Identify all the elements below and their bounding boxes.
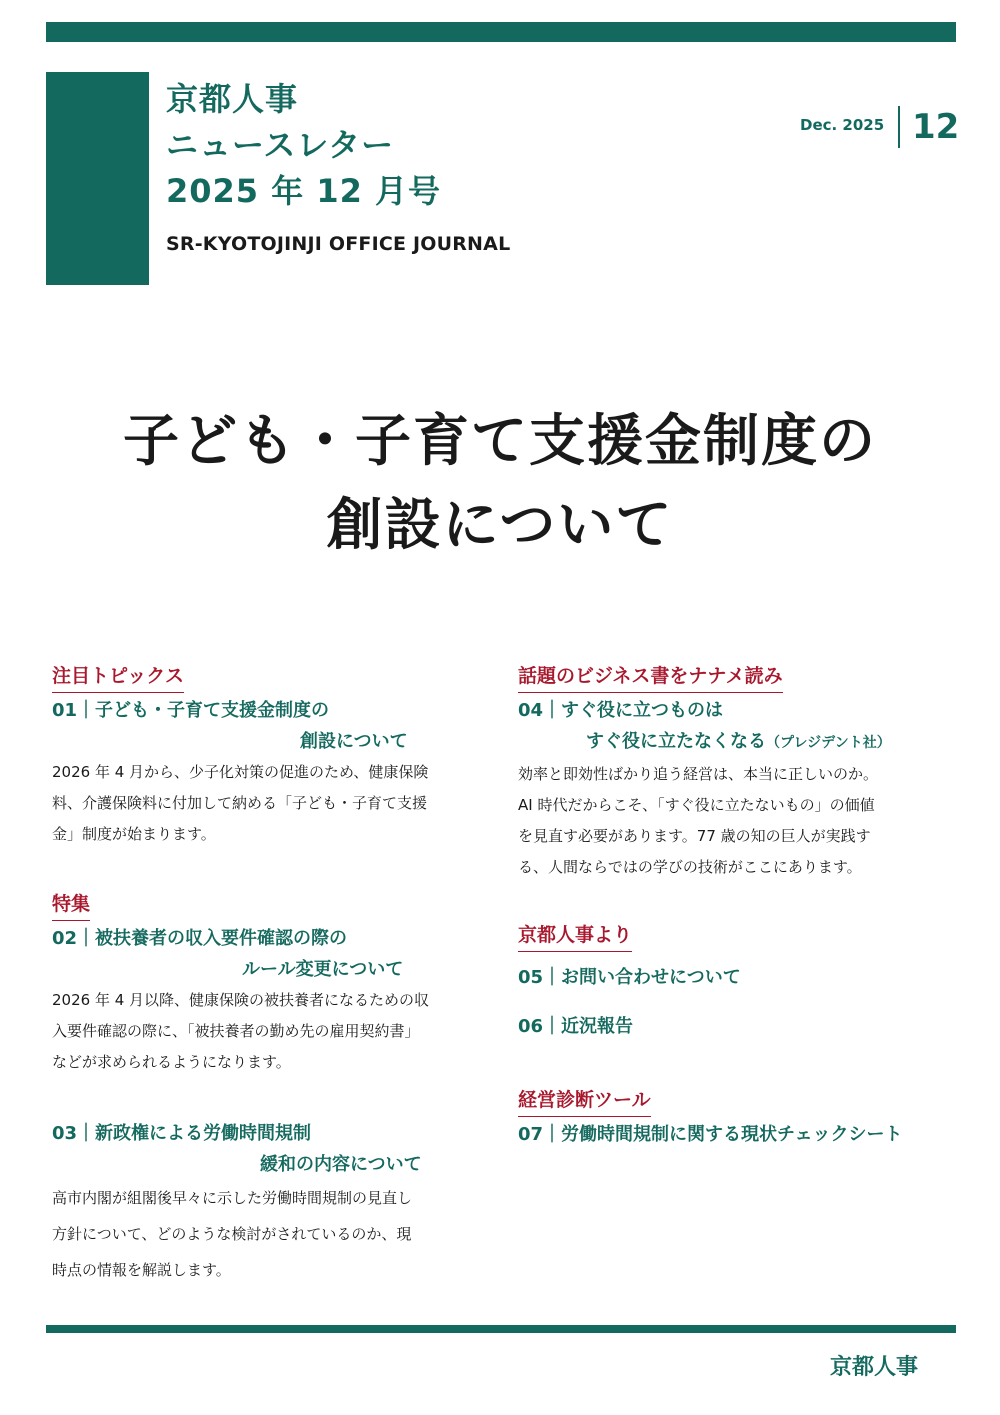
- issue-number: 12: [912, 107, 960, 147]
- left-column: [52, 662, 492, 1288]
- publisher-name: （プレジデント社）: [766, 735, 891, 751]
- masthead-line-3: 2025 年 12 月号: [166, 172, 442, 210]
- topic-06-title[interactable]: 06｜近況報告: [518, 1016, 634, 1037]
- main-title-line-1: 子ども・子育て支援金制度の: [123, 409, 877, 474]
- topic-01-title-cont[interactable]: 創設について: [300, 731, 408, 752]
- main-title-line-2: 創設について: [326, 493, 674, 558]
- journal-name: SR-KYOTOJINJI OFFICE JOURNAL: [166, 233, 511, 255]
- section-business-books: [518, 662, 963, 883]
- section-heading: 話題のビジネス書をナナメ読み: [518, 662, 783, 693]
- section-featured-topics: [52, 662, 492, 850]
- topic-03-description: 高市内閣が組閣後早々に示した労働時間規制の見直し 方針について、どのような検討がされているのか、現 時点の情報を解説します。: [52, 1189, 413, 1279]
- section-special-feature: [52, 890, 492, 1078]
- topic-04-title[interactable]: 04｜すぐ役に立つものは: [518, 700, 724, 721]
- topic-01-description: 2026 年 4 月から、少子化対策の促進のため、健康保険 料、介護保険料に付加して納める「子ども・子育て支援 金」制度が始まります。: [52, 763, 429, 843]
- section-heading: 注目トピックス: [52, 662, 184, 693]
- topic-01-title[interactable]: 01｜子ども・子育て支援金制度の: [52, 700, 330, 721]
- section-topic-03: [52, 1118, 492, 1288]
- topic-02-title[interactable]: 02｜被扶養者の収入要件確認の際の: [52, 928, 348, 949]
- topic-04-description: 効率と即効性ばかり追う経営は、本当に正しいのか。 AI 時代だからこそ、「すぐ役に立たないもの」の価値 を見直す必要があります。77 歳の知の巨人が実践す る、人間ならではの学びの技術がここにあります。: [518, 765, 879, 876]
- topic-04-title-text: すぐ役に立たなくなる: [586, 731, 766, 752]
- topic-04-title-cont[interactable]: [518, 726, 963, 759]
- main-title: [0, 400, 1000, 568]
- masthead-line-1: 京都人事: [166, 80, 299, 118]
- issue-date: Dec. 2025: [800, 116, 885, 134]
- bottom-bar: [46, 1325, 956, 1333]
- section-heading: 特集: [52, 890, 90, 921]
- section-heading: 経営診断ツール: [518, 1086, 651, 1117]
- topic-03-title-cont[interactable]: 緩和の内容について: [260, 1154, 422, 1175]
- topic-05-title[interactable]: 05｜お問い合わせについて: [518, 967, 741, 988]
- footer-brand: 京都人事: [830, 1355, 919, 1380]
- topic-03-title[interactable]: 03｜新政権による労働時間規制: [52, 1123, 312, 1144]
- top-bar: [46, 22, 956, 42]
- right-column: [518, 662, 963, 1150]
- topic-07-title[interactable]: 07｜労働時間規制に関する現状チェックシート: [518, 1124, 903, 1145]
- masthead-title: [166, 76, 441, 214]
- topic-02-title-cont[interactable]: ルール変更について: [242, 959, 404, 980]
- masthead-accent-block: [46, 72, 149, 285]
- section-from-kyoto-jinji: [518, 921, 963, 1042]
- issue-divider: [898, 106, 900, 148]
- section-heading: 京都人事より: [518, 921, 632, 952]
- section-diagnosis-tool: [518, 1086, 963, 1150]
- topic-02-description: 2026 年 4 月以降、健康保険の被扶養者になるための収 入要件確認の際に、「被扶養者の勤め先の雇用契約書」 などが求められるようになります。: [52, 991, 430, 1071]
- masthead-line-2: ニュースレター: [166, 126, 395, 164]
